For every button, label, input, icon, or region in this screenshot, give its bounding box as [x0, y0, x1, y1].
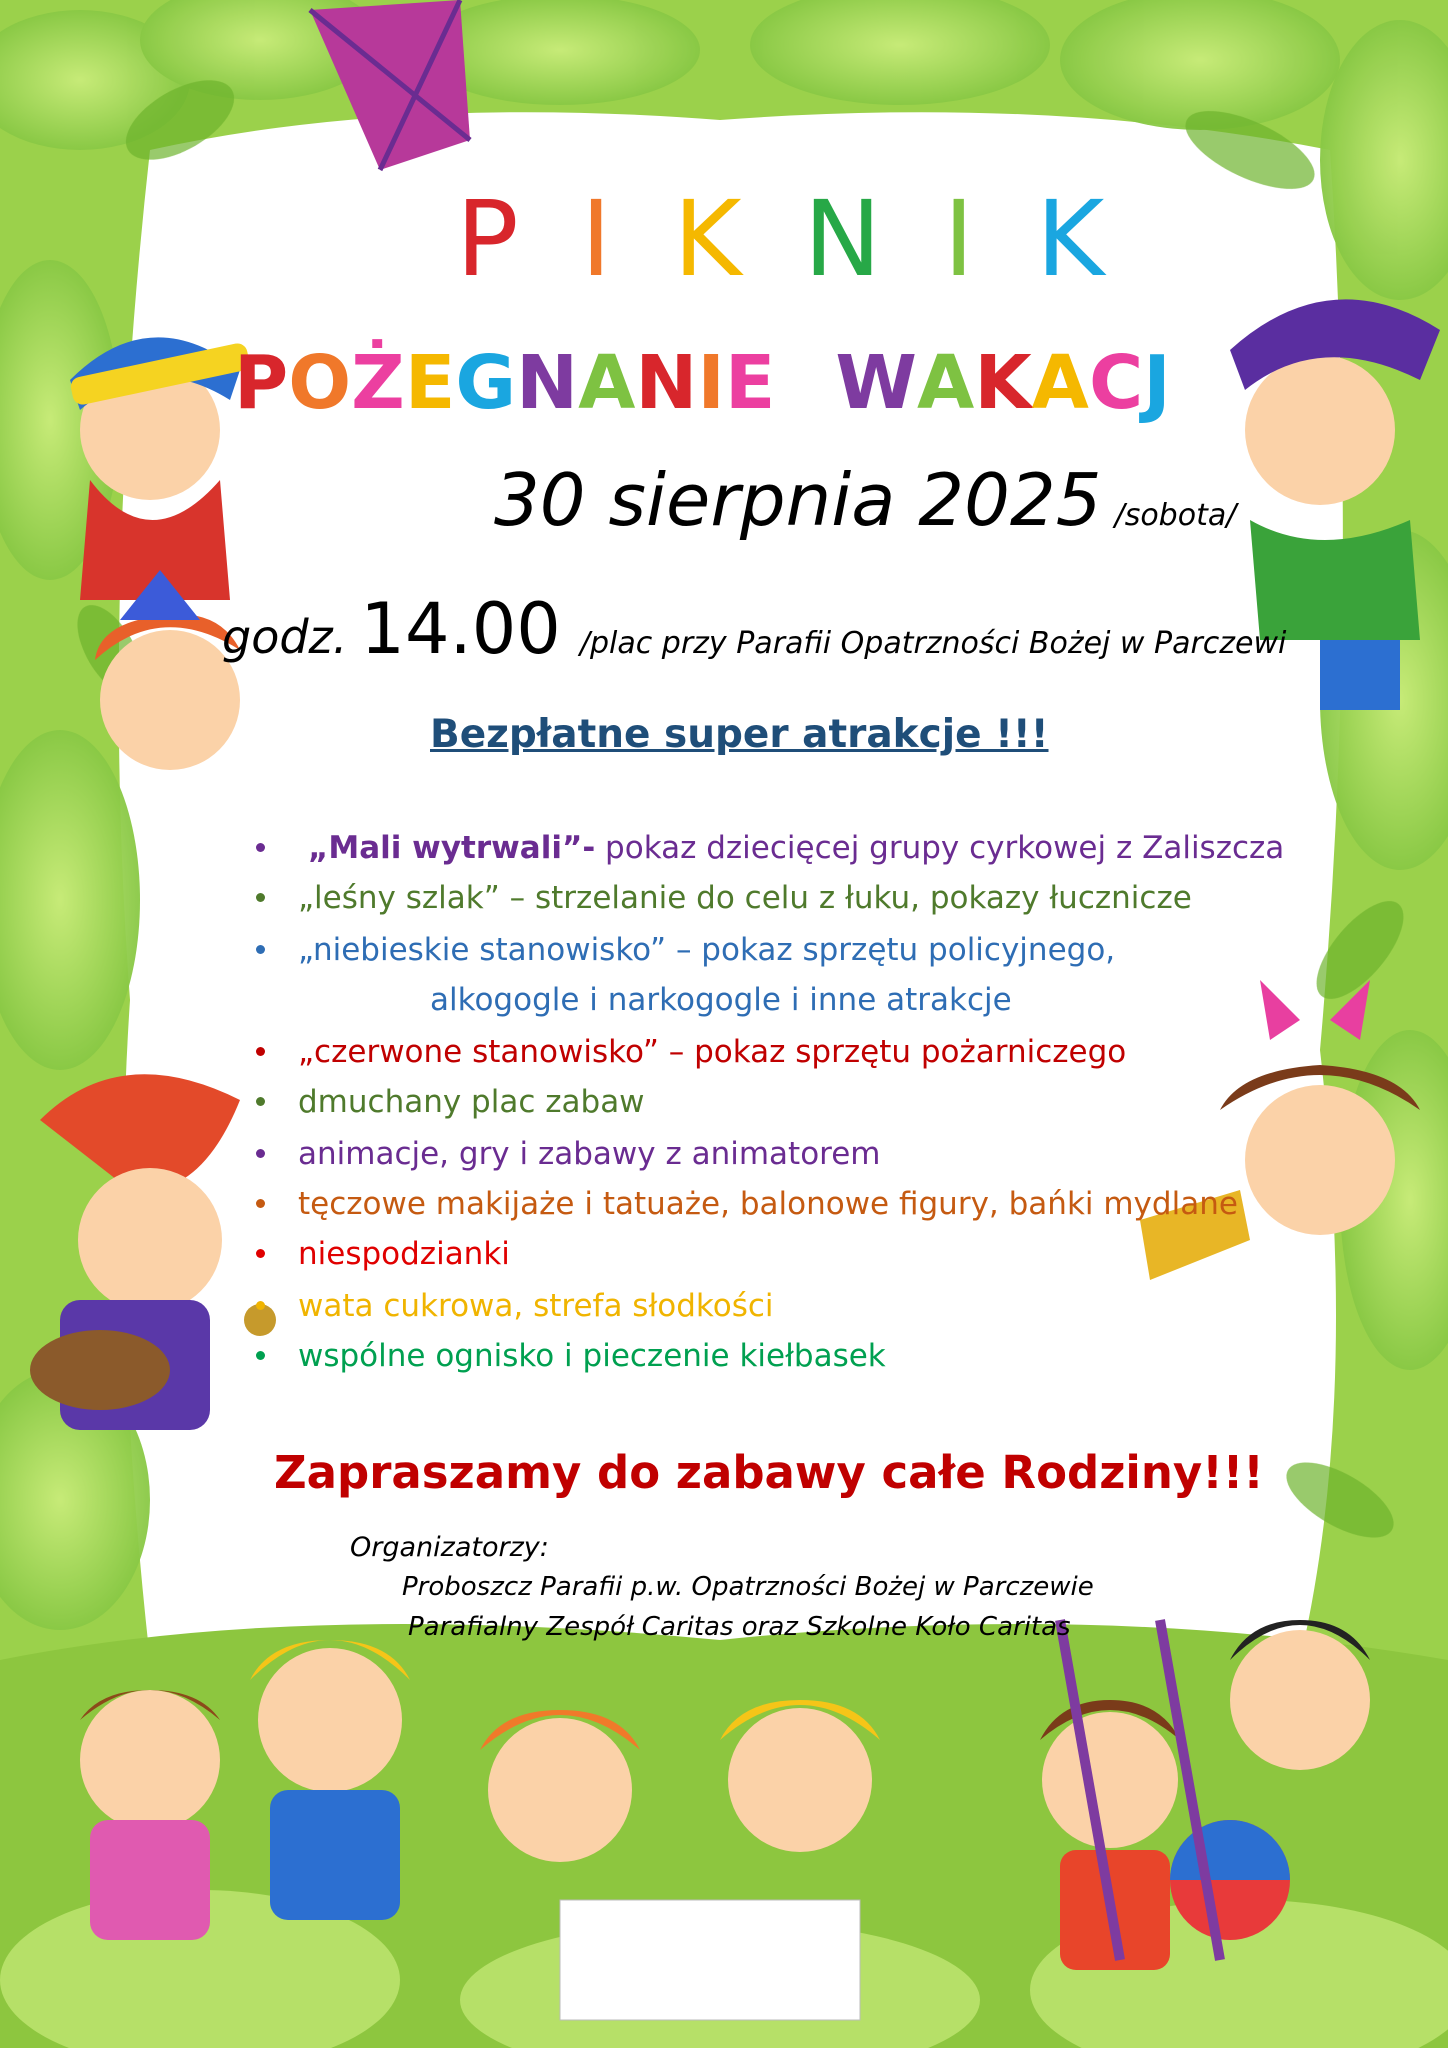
subtitle-letter: Ż [351, 340, 405, 426]
attraction-text [298, 932, 1115, 968]
subtitle-letter: E [724, 340, 776, 426]
organizers-label: Organizatorzy: [350, 1532, 549, 1563]
date-main: 30 sierpnia 2025 [494, 458, 1102, 542]
attraction-desc: wata cukrowa, strefa słodkości [298, 1288, 774, 1324]
title-letter: K [1036, 178, 1105, 300]
title-piknik [456, 178, 1166, 300]
subtitle-letter: E [404, 340, 456, 426]
organizers-line-1: Proboszcz Parafii p.w. Opatrzności Bożej w Parczewie [402, 1572, 1094, 1602]
bullet-icon [256, 1149, 265, 1158]
attraction-desc: animacje, gry i zabawy z animatorem [298, 1136, 881, 1172]
subtitle-letter: N [516, 340, 579, 426]
place-text: /plac przy Parafii Opatrzności Bożej w Parczewi [579, 626, 1287, 661]
invitation-text: Zapraszamy do zabawy całe Rodziny!!! [274, 1446, 1264, 1499]
title-letter: K [673, 178, 742, 300]
attraction-desc: „niebieskie stanowisko” – pokaz sprzętu policyjnego, [298, 932, 1116, 968]
subtitle-letter: K [974, 340, 1032, 426]
attraction-text [298, 1084, 645, 1120]
attraction-text [298, 880, 1192, 916]
attractions-heading: Bezpłatne super atrakcje !!! [430, 712, 1049, 757]
attraction-desc: tęczowe makijaże i tatuaże, balonowe figury, bańki mydlane [298, 1186, 1238, 1222]
attraction-desc: dmuchany plac zabaw [298, 1084, 645, 1120]
attraction-text [298, 1186, 1238, 1222]
bullet-icon [256, 1199, 265, 1208]
attraction-text [308, 830, 1284, 866]
attraction-desc: „leśny szlak” – strzelanie do celu z łuku, pokazy łucznicze [298, 880, 1192, 916]
attraction-bold: „Mali wytrwali”- [308, 830, 596, 866]
date-day: /sobota/ [1114, 498, 1237, 533]
organizers-line-2: Parafialny Zespół Caritas oraz Szkolne Koło Caritas [408, 1612, 1071, 1642]
time-place-line [222, 588, 1286, 670]
subtitle-letter: A [1031, 340, 1089, 426]
attraction-text [298, 1338, 886, 1374]
attraction-text [298, 1136, 881, 1172]
time-hour: 14.00 [360, 588, 561, 670]
subtitle-letter: J [1143, 340, 1171, 426]
child-top-left [69, 337, 251, 600]
subtitle-letter: I [697, 340, 725, 426]
subtitle-letter: A [578, 340, 636, 426]
bullet-icon [256, 1047, 265, 1056]
attraction-text [298, 1034, 1126, 1070]
bullet-icon [256, 843, 265, 852]
date-line [494, 458, 1236, 542]
title-letter: P [456, 178, 519, 300]
bullet-icon [256, 1097, 265, 1106]
attraction-text [298, 1236, 510, 1272]
subtitle-letter: A [917, 340, 975, 426]
title-letter: N [803, 178, 882, 300]
attraction-desc: alkogogle i narkogogle i inne atrakcje [430, 982, 1012, 1018]
subtitle-letter: G [455, 340, 517, 426]
subtitle-letter: O [288, 340, 352, 426]
attraction-text [430, 982, 1012, 1018]
attraction-desc: pokaz dziecięcej grupy cyrkowej z Zaliszcza [595, 830, 1285, 866]
attraction-desc: „czerwone stanowisko” – pokaz sprzętu pożarniczego [298, 1034, 1127, 1070]
attraction-text [298, 1288, 774, 1324]
subtitle-farewell-holidays [234, 340, 1171, 426]
bullet-icon [256, 1351, 265, 1360]
bullet-icon [256, 1301, 265, 1310]
subtitle-letter: W [835, 340, 918, 426]
title-letter: I [580, 178, 612, 300]
subtitle-letter: P [234, 340, 289, 426]
attraction-desc: niespodzianki [298, 1236, 510, 1272]
subtitle-letter: C [1088, 340, 1144, 426]
time-prefix: godz. [222, 610, 348, 664]
subtitle-letter [775, 340, 835, 426]
subtitle-letter: N [635, 340, 698, 426]
attraction-desc: wspólne ognisko i pieczenie kiełbasek [298, 1338, 886, 1374]
bullet-icon [256, 893, 265, 902]
title-letter: I [943, 178, 975, 300]
bullet-icon [256, 1249, 265, 1258]
bullet-icon [256, 945, 265, 954]
